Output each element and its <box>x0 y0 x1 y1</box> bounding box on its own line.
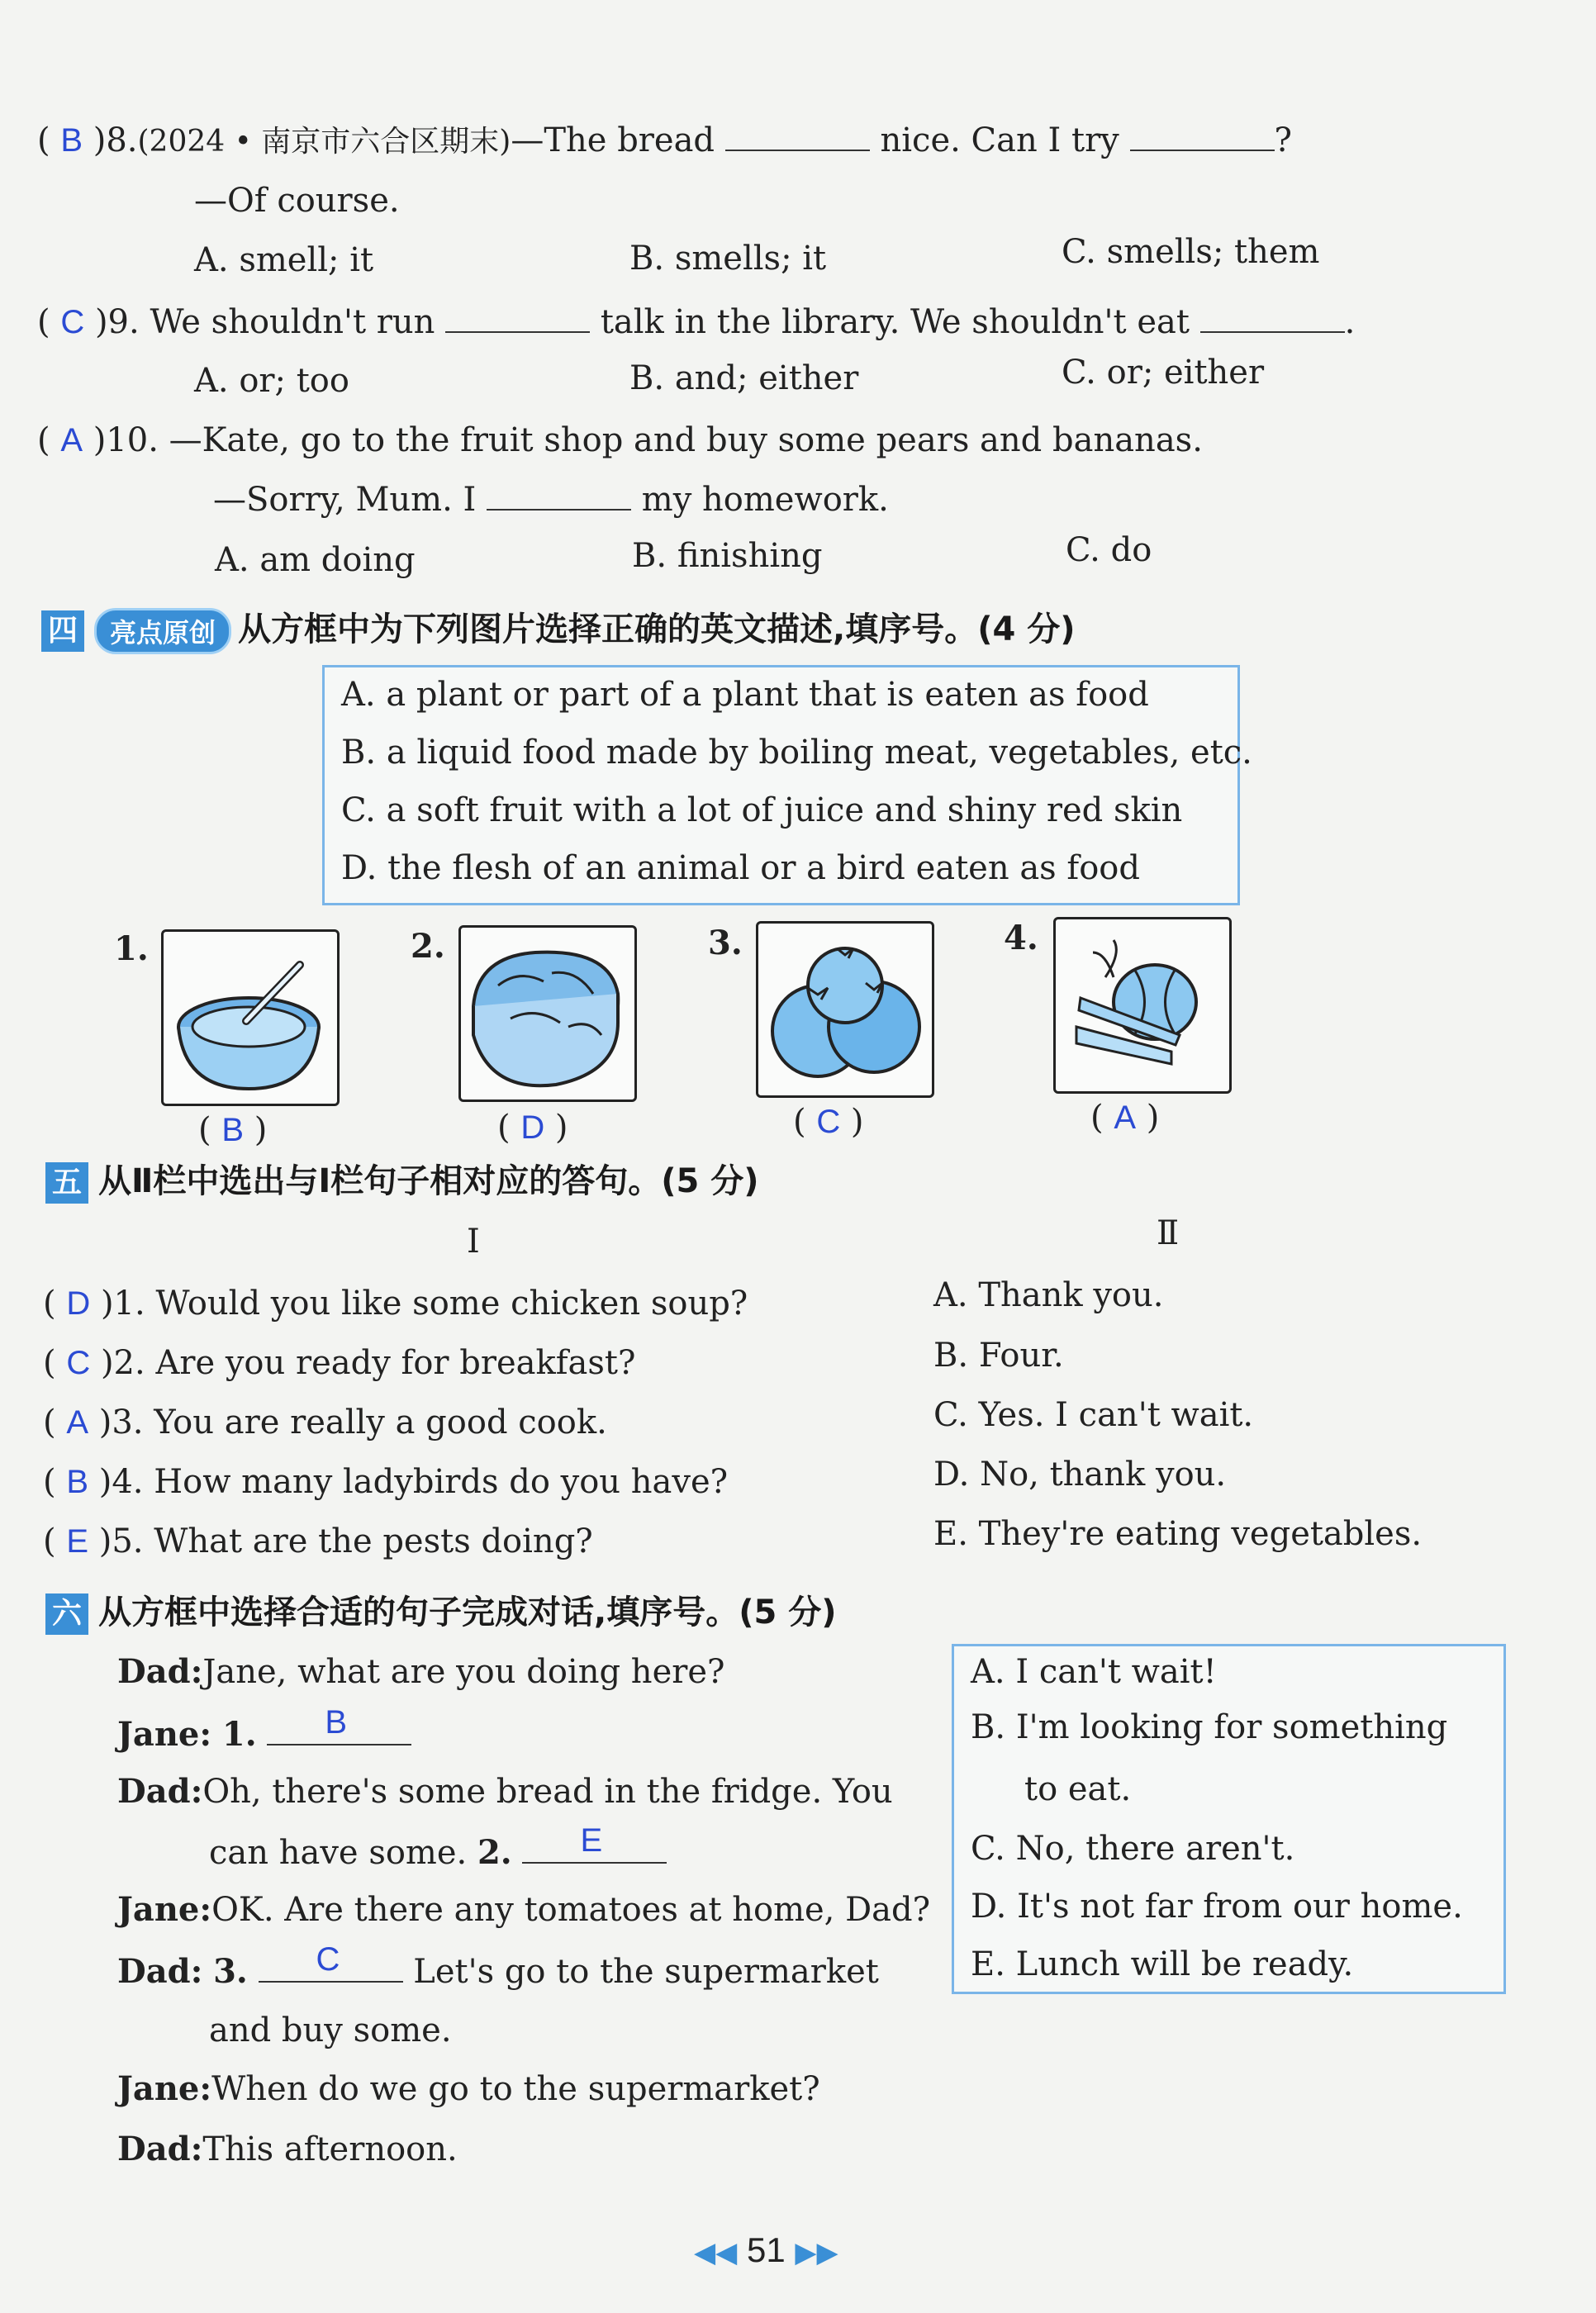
s5-item-2-number: )2. <box>100 1344 145 1382</box>
dialogue-text-1: Jane, what are you doing here? <box>202 1653 725 1691</box>
s6-box-option-c: C. No, there aren't. <box>971 1830 1295 1868</box>
s5-item-5-number: )5. <box>98 1522 144 1560</box>
s5-item-3-answer: A <box>66 1404 89 1441</box>
dialogue-text-8: When do we go to the supermarket? <box>211 2070 820 2108</box>
section-4-header <box>41 603 1076 654</box>
s4-box-option-c: C. a soft fruit with a lot of juice and shiny red skin <box>341 791 1183 829</box>
picture-4 <box>1053 917 1232 1094</box>
picture-1 <box>161 929 340 1106</box>
speaker-dad-3: Dad: <box>117 1952 203 1991</box>
s5-item-1-text: Would you like some chicken soup? <box>155 1285 748 1323</box>
s5-item-2: ( C )2. Are you ready for breakfast? <box>43 1344 636 1382</box>
speaker-jane-1: Jane: <box>117 1715 212 1754</box>
q10-number: )10. <box>93 421 159 459</box>
q9-blank-1[interactable] <box>445 302 590 333</box>
q8-line: ( B )8.(2024 • 南京市六合区期末)—The bread nice. Can I try ? <box>37 121 1292 159</box>
q9-option-b: B. and; either <box>629 359 859 397</box>
s5-item-1-number: )1. <box>100 1285 145 1323</box>
section-5-header <box>45 1155 759 1204</box>
dialogue-line-6 <box>117 1941 879 1991</box>
s4-box-option-a: A. a plant or part of a plant that is eaten as food <box>341 676 1149 714</box>
section-5-number: 五 <box>45 1162 88 1204</box>
section-4-number: 四 <box>41 610 84 652</box>
q9-blank-2[interactable] <box>1200 302 1345 333</box>
section-4-title: 从方框中为下列图片选择正确的英文描述,填序号。(4 分) <box>238 610 1076 648</box>
column-2-heading: Ⅱ <box>1157 1214 1180 1252</box>
q9-text-b: talk in the library. We shouldn't eat <box>600 303 1190 341</box>
picture-4-answer: A <box>1114 1100 1137 1136</box>
q10-answer: A <box>60 422 83 458</box>
s5-item-5: ( E )5. What are the pests doing? <box>43 1522 593 1560</box>
speaker-dad-2: Dad: <box>117 1772 203 1811</box>
q8-reply: —Of course. <box>194 182 400 220</box>
s5-item-3-text: You are really a good cook. <box>154 1403 607 1441</box>
dialogue-line-5 <box>117 1890 930 1929</box>
s5-option-a: A. Thank you. <box>933 1276 1164 1314</box>
s5-item-4: ( B )4. How many ladybirds do you have? <box>43 1463 729 1501</box>
section-4-box <box>322 665 1252 905</box>
picture-2-answer-line: ( D ) <box>497 1109 568 1147</box>
dialogue-text-4: can have some. <box>209 1834 468 1872</box>
picture-1-answer-line: ( B ) <box>198 1111 268 1149</box>
q9-option-c: C. or; either <box>1062 354 1265 392</box>
q9-line: ( C )9. We shouldn't run talk in the library. We shouldn't eat . <box>37 303 1356 341</box>
q8-text-a: —The bread <box>511 121 715 159</box>
picture-1-answer: B <box>221 1112 245 1148</box>
blank-number-1: 1. <box>221 1715 257 1754</box>
dialogue-line-7: and buy some. <box>209 2011 452 2049</box>
q10-option-a: A. am doing <box>215 541 416 579</box>
q8-number: )8. <box>93 121 138 159</box>
page-number: 51 <box>746 2230 786 2269</box>
q10-text-2b: my homework. <box>641 481 889 519</box>
dialogue-answer-1: B <box>325 1704 348 1741</box>
dialogue-text-9: This afternoon. <box>202 2130 458 2168</box>
dialogue-blank-1[interactable] <box>267 1704 411 1745</box>
q10-text-2a: —Sorry, Mum. I <box>213 481 477 519</box>
picture-1-label: 1. <box>114 929 149 968</box>
q8-option-a: A. smell; it <box>194 241 374 279</box>
s5-item-1: ( D )1. Would you like some chicken soup? <box>43 1285 748 1323</box>
dialogue-line-2 <box>117 1704 411 1754</box>
s5-item-4-text: How many ladybirds do you have? <box>154 1463 729 1501</box>
s5-option-e: E. They're eating vegetables. <box>933 1515 1423 1553</box>
picture-2-label: 2. <box>411 927 445 966</box>
dialogue-text-6: Let's go to the supermarket <box>413 1953 879 1991</box>
dialogue-text-3: Oh, there's some bread in the fridge. You <box>202 1773 893 1811</box>
dialogue-answer-2: E <box>580 1822 603 1859</box>
q10-option-c: C. do <box>1066 531 1152 569</box>
s6-box-option-b-cont: to eat. <box>1024 1770 1132 1808</box>
s5-item-2-answer: C <box>66 1345 91 1381</box>
picture-2-answer: D <box>520 1109 545 1146</box>
s5-item-5-text: What are the pests doing? <box>154 1522 593 1560</box>
dialogue-line-4 <box>209 1822 667 1872</box>
q8-blank-2[interactable] <box>1130 120 1275 151</box>
dialogue-line-9 <box>117 2130 458 2168</box>
s5-option-b: B. Four. <box>933 1337 1064 1375</box>
q8-source: (2024 • 南京市六合区期末) <box>137 125 511 159</box>
s6-box-option-d: D. It's not far from our home. <box>971 1888 1463 1926</box>
s4-box-option-d: D. the flesh of an animal or a bird eaten as food <box>341 849 1140 887</box>
picture-3 <box>756 921 934 1098</box>
q8-blank-1[interactable] <box>725 120 870 151</box>
dialogue-blank-3[interactable] <box>259 1941 403 1983</box>
dialogue-line-8 <box>117 2069 820 2108</box>
s6-box-option-b: B. I'm looking for something <box>971 1708 1448 1746</box>
s5-option-c: C. Yes. I can't wait. <box>933 1396 1254 1434</box>
s6-box-option-a: A. I can't wait! <box>971 1653 1217 1691</box>
q8-option-b: B. smells; it <box>629 240 827 278</box>
page-footer <box>694 2230 838 2270</box>
dialogue-text-5: OK. Are there any tomatoes at home, Dad? <box>211 1891 931 1929</box>
soup-bowl-icon <box>164 932 337 1104</box>
picture-4-label: 4. <box>1004 919 1038 957</box>
q9-text-a: We shouldn't run <box>150 303 435 341</box>
s5-item-1-answer: D <box>66 1285 91 1322</box>
picture-4-answer-line: ( A ) <box>1090 1099 1160 1137</box>
dialogue-line-1 <box>117 1652 724 1691</box>
q9-answer: C <box>60 304 85 340</box>
s5-item-4-answer: B <box>66 1464 89 1500</box>
q10-blank[interactable] <box>487 479 631 511</box>
dialogue-answer-3: C <box>316 1941 340 1978</box>
speaker-jane-2: Jane: <box>117 1890 212 1929</box>
picture-3-label: 3. <box>708 924 743 962</box>
s5-item-4-number: )4. <box>98 1463 144 1501</box>
q10-line-2 <box>213 479 889 519</box>
meat-icon <box>461 928 634 1100</box>
picture-2 <box>458 925 637 1102</box>
s5-item-5-answer: E <box>66 1523 89 1560</box>
s5-item-3: ( A )3. You are really a good cook. <box>43 1403 607 1441</box>
vegetables-icon <box>1056 919 1229 1091</box>
prev-arrows-icon: ◀◀ <box>694 2237 738 2268</box>
section-6-number: 六 <box>45 1593 88 1635</box>
section-5-title: 从Ⅱ栏中选出与Ⅰ栏句子相对应的答句。(5 分) <box>98 1162 759 1200</box>
q10-text-1: —Kate, go to the fruit shop and buy some pears and bananas. <box>169 421 1203 459</box>
q8-text-b: nice. Can I try <box>880 121 1119 159</box>
q9-number: )9. <box>94 303 140 341</box>
s5-item-3-number: )3. <box>98 1403 144 1441</box>
q8-option-c: C. smells; them <box>1062 233 1320 271</box>
s6-box-option-e: E. Lunch will be ready. <box>971 1945 1354 1983</box>
s5-item-2-text: Are you ready for breakfast? <box>155 1344 636 1382</box>
dialogue-blank-2[interactable] <box>522 1822 667 1864</box>
speaker-dad-4: Dad: <box>117 2130 203 2168</box>
section-6-header <box>45 1586 837 1635</box>
s4-box-option-b: B. a liquid food made by boiling meat, vegetables, etc. <box>341 734 1252 772</box>
tomatoes-icon <box>758 924 932 1095</box>
dialogue-line-3 <box>117 1772 893 1811</box>
q9-option-a: A. or; too <box>194 362 349 400</box>
s5-option-d: D. No, thank you. <box>933 1456 1227 1494</box>
q10-line-1: ( A )10. —Kate, go to the fruit shop and buy some pears and bananas. <box>37 421 1203 459</box>
speaker-jane-3: Jane: <box>117 2069 212 2108</box>
q8-answer: B <box>60 122 83 159</box>
blank-number-2: 2. <box>477 1833 512 1872</box>
picture-3-answer-line: ( C ) <box>793 1103 864 1141</box>
column-1-heading: Ⅰ <box>467 1223 480 1261</box>
q9-text-c: . <box>1344 303 1356 341</box>
q8-text-c: ? <box>1274 121 1292 159</box>
next-arrows-icon: ▶▶ <box>795 2237 838 2268</box>
blank-number-3: 3. <box>213 1952 248 1991</box>
q10-option-b: B. finishing <box>632 537 823 575</box>
picture-3-answer: C <box>816 1104 841 1140</box>
section-6-title: 从方框中选择合适的句子完成对话,填序号。(5 分) <box>98 1593 837 1631</box>
original-badge: 亮点原创 <box>94 608 231 654</box>
speaker-dad-1: Dad: <box>117 1652 203 1691</box>
section-6-box <box>952 1644 1506 1994</box>
